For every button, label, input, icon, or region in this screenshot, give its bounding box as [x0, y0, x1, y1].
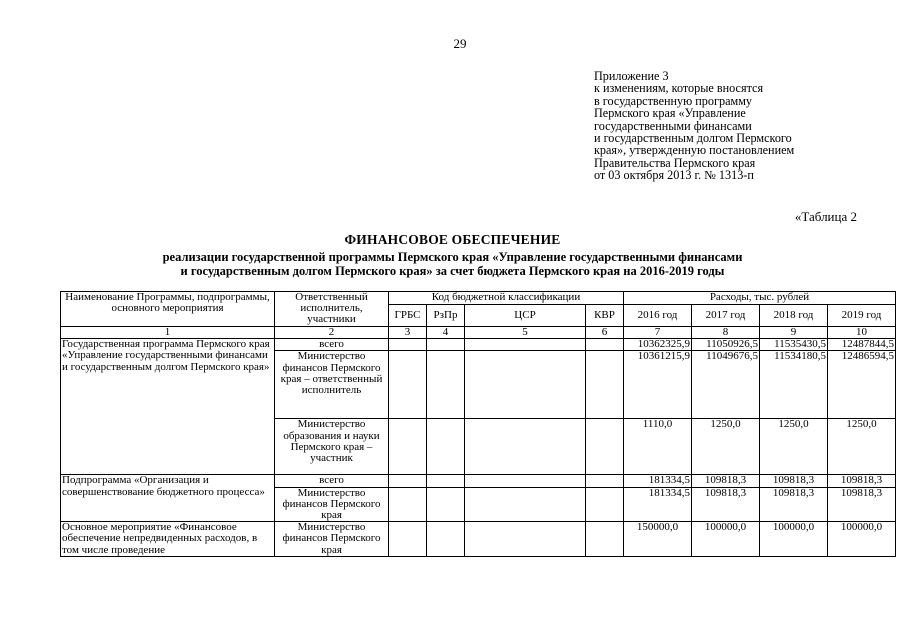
column-number: 8 — [692, 327, 760, 339]
value-2018: 11534180,5 — [760, 351, 828, 419]
main-activity-name: Основное мероприятие «Финансовое обеспечение непредвиденных расходов, в том числе проведение — [61, 522, 275, 557]
subtitle-line: и государственным долгом Пермского края» за счет бюджета Пермского края на 2016-2019 годы — [180, 264, 725, 278]
column-number: 4 — [427, 327, 465, 339]
header-executor: Ответственный исполнитель, участники — [275, 292, 389, 327]
value-2018: 11535430,5 — [760, 339, 828, 351]
executor-cell: Министерство финансов Пермского края — [275, 487, 389, 522]
column-number: 5 — [465, 327, 586, 339]
header-csr: ЦСР — [465, 305, 586, 327]
header-2016: 2016 год — [624, 305, 692, 327]
value-2017: 11050926,5 — [692, 339, 760, 351]
table-caption: «Таблица 2 — [794, 209, 857, 224]
value-2019: 12487844,5 — [828, 339, 896, 351]
value-2017: 109818,3 — [692, 475, 760, 487]
appendix-line: Правительства Пермского края — [594, 155, 756, 170]
table-row — [61, 339, 896, 351]
value-2018: 109818,3 — [760, 475, 828, 487]
subtitle-line: реализации государственной программы Пермского края «Управление государственными финансами — [162, 250, 743, 264]
column-number: 1 — [61, 327, 275, 339]
executor-cell: Министерство финансов Пермского края – ответственный исполнитель — [275, 351, 389, 419]
appendix-line: Пермского края «Управление — [594, 106, 746, 121]
appendix-line: государственными финансами — [594, 118, 752, 133]
program-name: Государственная программа Пермского края «Управление государственными финансами и государственным долгом Пермского края» — [61, 339, 275, 475]
header-expenses: Расходы, тыс. рублей — [624, 292, 896, 305]
appendix-line: в государственную программу — [594, 93, 753, 108]
table-row — [61, 475, 896, 487]
value-2016: 10361215,9 — [624, 351, 692, 419]
header-budget-code: Код бюджетной классификации — [389, 292, 624, 305]
document-subtitle — [0, 250, 905, 278]
header-2017: 2017 год — [692, 305, 760, 327]
header-2019: 2019 год — [828, 305, 896, 327]
appendix-line: края», утвержденную постановлением — [594, 143, 795, 158]
value-2019: 109818,3 — [828, 487, 896, 522]
appendix-line: к изменениям, которые вносятся — [594, 81, 764, 96]
header-grbs: ГРБС — [389, 305, 427, 327]
appendix-line: и государственным долгом Пермского — [594, 131, 792, 146]
executor-cell: всего — [275, 475, 389, 487]
column-number: 3 — [389, 327, 427, 339]
column-number: 9 — [760, 327, 828, 339]
value-2017: 11049676,5 — [692, 351, 760, 419]
column-number: 2 — [275, 327, 389, 339]
value-2016: 181334,5 — [624, 487, 692, 522]
table-row — [61, 522, 896, 557]
value-2018: 109818,3 — [760, 487, 828, 522]
value-2016: 10362325,9 — [624, 339, 692, 351]
subprogram-name: Подпрограмма «Организация и совершенствование бюджетного процесса» — [61, 475, 275, 522]
value-2016: 181334,5 — [624, 475, 692, 487]
value-2018: 100000,0 — [760, 522, 828, 557]
appendix-line: Приложение 3 — [594, 69, 669, 83]
value-2018: 1250,0 — [760, 419, 828, 475]
value-2017: 1250,0 — [692, 419, 760, 475]
value-2017: 100000,0 — [692, 522, 760, 557]
header-2018: 2018 год — [760, 305, 828, 327]
header-name: Наименование Программы, подпрограммы, основного мероприятия — [61, 292, 275, 327]
value-2019: 12486594,5 — [828, 351, 896, 419]
value-2019: 1250,0 — [828, 419, 896, 475]
executor-cell: Министерство образования и науки Пермского края – участник — [275, 419, 389, 475]
page-number: 29 — [453, 36, 467, 51]
value-2016: 150000,0 — [624, 522, 692, 557]
column-number: 10 — [828, 327, 896, 339]
value-2019: 100000,0 — [828, 522, 896, 557]
column-number: 7 — [624, 327, 692, 339]
executor-cell: Министерство финансов Пермского края — [275, 522, 389, 557]
value-2019: 109818,3 — [828, 475, 896, 487]
value-2016: 1110,0 — [624, 419, 692, 475]
header-rzpr: РзПр — [427, 305, 465, 327]
appendix-line: от 03 октября 2013 г. № 1313-п — [594, 168, 754, 183]
financing-table — [60, 291, 896, 557]
value-2017: 109818,3 — [692, 487, 760, 522]
column-number: 6 — [586, 327, 624, 339]
header-kvr: КВР — [586, 305, 624, 327]
document-title: ФИНАНСОВОЕ ОБЕСПЕЧЕНИЕ — [344, 232, 561, 247]
executor-cell: всего — [275, 339, 389, 351]
appendix-note — [594, 70, 894, 182]
